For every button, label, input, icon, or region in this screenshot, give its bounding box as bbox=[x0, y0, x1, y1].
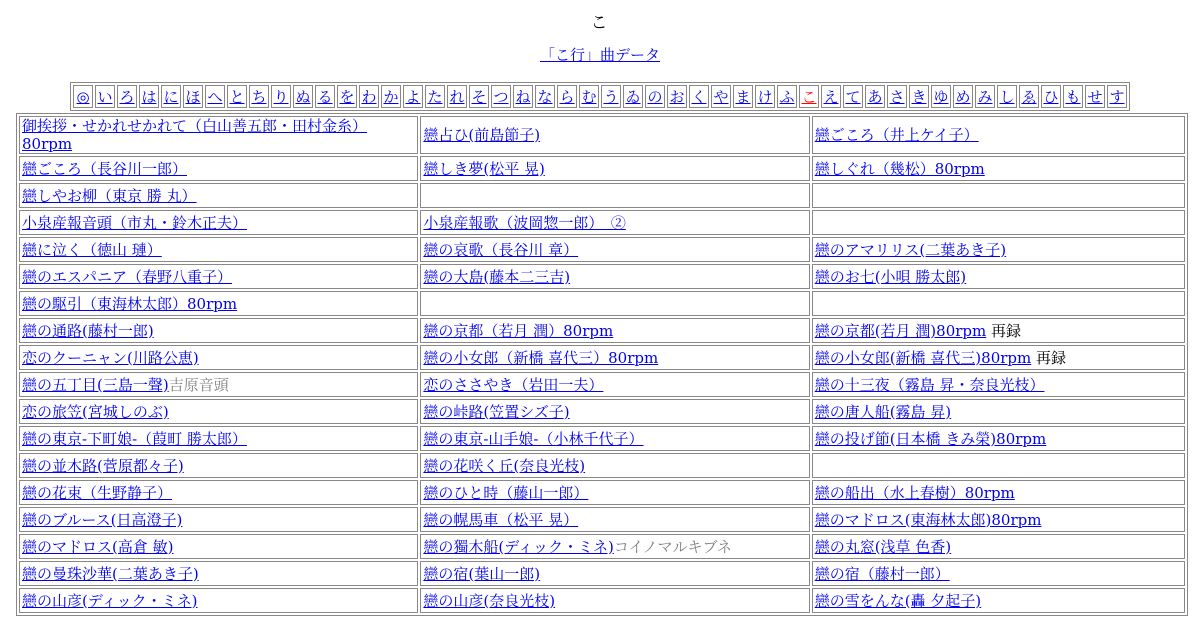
kana-link[interactable]: こ bbox=[801, 87, 817, 106]
kana-link[interactable]: し bbox=[999, 87, 1015, 106]
kana-link[interactable]: む bbox=[581, 87, 597, 106]
song-cell bbox=[812, 116, 1185, 154]
song-link[interactable]: 戀のお七(小唄 勝太郎) bbox=[814, 267, 967, 286]
song-link[interactable]: 戀の唐人船(霧島 昇) bbox=[814, 402, 952, 421]
kana-cell bbox=[227, 85, 247, 108]
song-cell bbox=[19, 156, 418, 181]
song-cell bbox=[420, 534, 809, 559]
table-row bbox=[19, 588, 1185, 613]
kana-home-link[interactable]: ◎ bbox=[76, 87, 90, 106]
table-row bbox=[19, 264, 1185, 289]
table-row bbox=[19, 318, 1185, 343]
song-cell bbox=[812, 399, 1185, 424]
kana-link[interactable]: め bbox=[955, 87, 971, 106]
kana-link[interactable]: ゑ bbox=[1021, 87, 1037, 106]
kana-index-nav bbox=[70, 82, 1130, 111]
kana-cell bbox=[1041, 85, 1061, 108]
song-link[interactable]: 戀しぐれ（幾松）80rpm bbox=[814, 159, 985, 178]
kana-link[interactable]: ぬ bbox=[295, 87, 311, 106]
kana-cell bbox=[975, 85, 995, 108]
kana-cell bbox=[887, 85, 907, 108]
kana-link[interactable]: ま bbox=[735, 87, 751, 106]
song-link[interactable]: 戀の曼珠沙華(二葉あき子) bbox=[22, 564, 199, 583]
table-row bbox=[19, 345, 1185, 370]
table-row bbox=[19, 183, 1185, 208]
song-link[interactable]: 戀ごころ（長谷川一郎） bbox=[22, 159, 188, 178]
kana-index-table bbox=[70, 82, 1130, 111]
song-cell bbox=[812, 453, 1185, 478]
kana-cell bbox=[161, 85, 181, 108]
song-link[interactable]: 戀のひと時（藤山一郎） bbox=[423, 483, 589, 502]
kana-link[interactable]: よ bbox=[405, 87, 421, 106]
page-title: こ bbox=[590, 13, 608, 33]
kana-link[interactable]: お bbox=[669, 87, 685, 106]
kana-cell bbox=[909, 85, 929, 108]
song-link[interactable]: 戀の宿（藤村一郎） bbox=[814, 564, 950, 583]
song-cell bbox=[19, 399, 418, 424]
song-link[interactable]: 恋の旅笠(宮城しのぶ) bbox=[22, 402, 169, 421]
song-link[interactable]: 戀のブルース(日高澄子) bbox=[22, 510, 183, 529]
song-link[interactable]: 戀の山彦(奈良光枝) bbox=[423, 591, 556, 610]
song-cell bbox=[420, 156, 809, 181]
kana-link[interactable]: ら bbox=[559, 87, 575, 106]
song-cell bbox=[420, 372, 809, 397]
song-cell bbox=[812, 237, 1185, 262]
song-link[interactable]: 恋のささやき（岩田一夫） bbox=[423, 375, 604, 394]
song-link[interactable]: 小泉産報歌（波岡惣一郎） ② bbox=[423, 213, 626, 232]
song-cell bbox=[19, 291, 418, 316]
song-cell bbox=[19, 210, 418, 235]
kana-cell bbox=[271, 85, 291, 108]
kana-cell bbox=[711, 85, 731, 108]
song-cell bbox=[420, 507, 809, 532]
kana-link[interactable]: ひ bbox=[1043, 87, 1059, 106]
kana-link[interactable]: か bbox=[383, 87, 399, 106]
song-link[interactable]: 戀の東京-下町娘-（葭町 勝太郎） bbox=[22, 429, 247, 448]
table-row bbox=[19, 116, 1185, 154]
table-row bbox=[19, 480, 1185, 505]
song-link[interactable]: 戀の小女郎(新橋 喜代三)80rpm bbox=[814, 348, 1032, 367]
song-link[interactable]: 戀のマドロス(東海林太郎)80rpm bbox=[814, 510, 1042, 529]
table-row bbox=[19, 237, 1185, 262]
song-cell bbox=[420, 237, 809, 262]
song-cell bbox=[812, 480, 1185, 505]
kana-cell bbox=[865, 85, 885, 108]
song-link[interactable]: 戀の獨木船(ディック・ミネ) bbox=[423, 537, 614, 556]
kana-link[interactable]: そ bbox=[471, 87, 487, 106]
kana-cell bbox=[1107, 85, 1127, 108]
song-cell bbox=[19, 507, 418, 532]
table-row bbox=[19, 426, 1185, 451]
song-cell bbox=[812, 318, 1185, 343]
kana-cell bbox=[667, 85, 687, 108]
table-row bbox=[19, 210, 1185, 235]
kana-cell bbox=[491, 85, 511, 108]
song-cell bbox=[812, 507, 1185, 532]
song-cell bbox=[420, 399, 809, 424]
kana-cell bbox=[557, 85, 577, 108]
song-link[interactable]: 戀の花咲く丘(奈良光枝) bbox=[423, 456, 586, 475]
kana-link[interactable]: つ bbox=[493, 87, 509, 106]
song-link[interactable]: 戀の大島(藤本二三吉) bbox=[423, 267, 571, 286]
kana-cell bbox=[821, 85, 841, 108]
kana-cell bbox=[1063, 85, 1083, 108]
kana-link[interactable]: な bbox=[537, 87, 553, 106]
kana-cell bbox=[689, 85, 709, 108]
kana-link[interactable]: ち bbox=[251, 87, 267, 106]
song-cell bbox=[420, 183, 809, 208]
kana-cell bbox=[645, 85, 665, 108]
song-link[interactable]: 御挨拶・せかれせかれて（白山善五郎・田村金糸）80rpm bbox=[22, 117, 368, 153]
song-cell bbox=[19, 426, 418, 451]
table-row bbox=[19, 453, 1185, 478]
song-link[interactable]: 戀の小女郎（新橋 喜代三）80rpm bbox=[423, 348, 659, 367]
kana-cell bbox=[315, 85, 335, 108]
song-link[interactable]: 戀のアマリリス(二葉あき子) bbox=[814, 240, 1007, 259]
song-cell bbox=[420, 264, 809, 289]
song-cell bbox=[420, 480, 809, 505]
song-table-body bbox=[19, 116, 1185, 613]
kana-link[interactable]: い bbox=[97, 87, 113, 106]
kana-link[interactable]: る bbox=[317, 87, 333, 106]
kana-cell bbox=[249, 85, 269, 108]
kana-link[interactable]: に bbox=[163, 87, 179, 106]
kana-link[interactable]: う bbox=[603, 87, 619, 106]
song-cell bbox=[19, 183, 418, 208]
song-cell bbox=[420, 116, 809, 154]
kana-cell bbox=[601, 85, 621, 108]
song-link[interactable]: 戀の京都（若月 潤）80rpm bbox=[423, 321, 614, 340]
table-row bbox=[19, 372, 1185, 397]
song-cell bbox=[19, 372, 418, 397]
song-cell bbox=[420, 291, 809, 316]
song-cell bbox=[420, 453, 809, 478]
kana-link[interactable]: は bbox=[141, 87, 157, 106]
kana-link[interactable]: れ bbox=[449, 87, 465, 106]
song-cell bbox=[812, 183, 1185, 208]
kana-link[interactable]: た bbox=[427, 87, 443, 106]
song-link[interactable]: 戀のマドロス(高倉 敏) bbox=[22, 537, 174, 556]
kana-link[interactable]: へ bbox=[207, 87, 223, 106]
song-link[interactable]: 戀占ひ(前島節子) bbox=[423, 126, 541, 144]
song-link[interactable]: 戀の十三夜（霧島 昇・奈良光枝） bbox=[814, 375, 1045, 394]
rerecord-note: 再録 bbox=[986, 321, 1022, 340]
table-row bbox=[19, 507, 1185, 532]
kana-link[interactable]: も bbox=[1065, 87, 1081, 106]
song-cell bbox=[420, 210, 809, 235]
kana-cell bbox=[117, 85, 137, 108]
song-cell bbox=[420, 588, 809, 613]
kana-cell bbox=[73, 85, 93, 108]
kana-link[interactable]: ゆ bbox=[933, 87, 949, 106]
song-cell bbox=[420, 318, 809, 343]
kana-cell bbox=[337, 85, 357, 108]
song-link[interactable]: 戀の山彦(ディック・ミネ) bbox=[22, 591, 198, 610]
kana-link[interactable]: り bbox=[273, 87, 289, 106]
kana-cell bbox=[843, 85, 863, 108]
kana-link[interactable]: す bbox=[1109, 87, 1125, 106]
song-link[interactable]: 戀ごころ（井上ケイ子） bbox=[814, 126, 979, 144]
kana-link[interactable]: と bbox=[229, 87, 245, 106]
table-row bbox=[19, 561, 1185, 586]
subtitle-link[interactable]: 「こ行」曲データ bbox=[539, 46, 660, 64]
song-cell bbox=[812, 345, 1185, 370]
song-cell bbox=[19, 116, 418, 154]
song-cell bbox=[19, 561, 418, 586]
song-link[interactable]: 戀しき夢(松平 晃) bbox=[423, 159, 545, 178]
song-table bbox=[16, 113, 1188, 616]
kana-link[interactable]: ろ bbox=[119, 87, 135, 106]
kana-cell bbox=[1085, 85, 1105, 108]
kana-link[interactable]: く bbox=[691, 87, 707, 106]
song-cell bbox=[812, 426, 1185, 451]
song-cell bbox=[420, 561, 809, 586]
kana-cell bbox=[755, 85, 775, 108]
song-cell bbox=[19, 345, 418, 370]
song-link[interactable]: 戀の幌馬車（松平 晃） bbox=[423, 510, 579, 529]
song-link[interactable]: 戀の京都(若月 潤)80rpm bbox=[814, 321, 987, 340]
table-row bbox=[19, 156, 1185, 181]
kana-cell bbox=[293, 85, 313, 108]
kana-cell bbox=[139, 85, 159, 108]
song-cell bbox=[19, 318, 418, 343]
song-cell bbox=[812, 534, 1185, 559]
kana-link[interactable]: ゐ bbox=[625, 87, 641, 106]
table-row bbox=[19, 291, 1185, 316]
kana-cell bbox=[447, 85, 467, 108]
song-list bbox=[16, 113, 1188, 616]
kana-cell bbox=[623, 85, 643, 108]
song-link[interactable]: 戀の船出（水上春樹）80rpm bbox=[814, 483, 1015, 502]
song-cell bbox=[19, 588, 418, 613]
kana-link[interactable]: さ bbox=[889, 87, 905, 106]
song-link[interactable]: 戀の雪をんな(轟 夕起子) bbox=[814, 591, 982, 610]
table-row bbox=[19, 534, 1185, 559]
kana-cell bbox=[469, 85, 489, 108]
song-link[interactable]: 戀の花束（生野静子） bbox=[22, 483, 173, 502]
song-link[interactable]: 戀の丸窓(浅草 色香) bbox=[814, 537, 952, 556]
kana-cell bbox=[205, 85, 225, 108]
kana-cell bbox=[425, 85, 445, 108]
kana-cell bbox=[403, 85, 423, 108]
song-link[interactable]: 戀の峠路(笠置シズ子) bbox=[423, 402, 570, 421]
song-link[interactable]: 戀の駆引（東海林太郎）80rpm bbox=[22, 294, 238, 313]
song-link[interactable]: 戀しやお柳（東京 勝 丸） bbox=[22, 186, 197, 205]
song-cell bbox=[812, 156, 1185, 181]
kana-cell bbox=[579, 85, 599, 108]
table-row bbox=[19, 399, 1185, 424]
kana-link[interactable]: え bbox=[823, 87, 839, 106]
song-cell bbox=[19, 264, 418, 289]
kana-link[interactable]: て bbox=[845, 87, 861, 106]
song-link[interactable]: 戀の通路(藤村一郎) bbox=[22, 321, 154, 340]
song-cell bbox=[812, 588, 1185, 613]
kana-cell bbox=[799, 85, 819, 108]
subtitle bbox=[0, 30, 1200, 68]
song-link[interactable]: 小泉産報音頭（市丸・鈴木正夫） bbox=[22, 213, 248, 232]
song-reading: コイノマルキブネ bbox=[613, 537, 732, 556]
song-link[interactable]: 戀の宿(葉山一郎) bbox=[423, 564, 541, 583]
song-link[interactable]: 戀の投げ節(日本橋 きみ榮)80rpm bbox=[814, 429, 1047, 448]
song-link[interactable]: 戀の並木路(菅原都々子) bbox=[22, 456, 184, 475]
song-link[interactable]: 戀に泣く（徳山 璉） bbox=[22, 240, 162, 259]
kana-link[interactable]: を bbox=[339, 87, 355, 106]
rerecord-note: 再録 bbox=[1031, 348, 1067, 367]
kana-link[interactable]: せ bbox=[1087, 87, 1103, 106]
kana-link[interactable]: わ bbox=[361, 87, 377, 106]
kana-cell bbox=[931, 85, 951, 108]
song-cell bbox=[420, 345, 809, 370]
kana-cell bbox=[953, 85, 973, 108]
kana-cell bbox=[183, 85, 203, 108]
song-link[interactable]: 戀の五丁目(三島一聲) bbox=[22, 375, 169, 394]
kana-link[interactable]: ほ bbox=[185, 87, 201, 106]
kana-cell bbox=[381, 85, 401, 108]
kana-cell bbox=[535, 85, 555, 108]
song-cell bbox=[812, 561, 1185, 586]
kana-link[interactable]: ね bbox=[515, 87, 531, 106]
song-cell bbox=[812, 264, 1185, 289]
kana-cell bbox=[95, 85, 115, 108]
song-cell bbox=[19, 480, 418, 505]
song-cell bbox=[420, 426, 809, 451]
song-cell bbox=[19, 534, 418, 559]
kana-link[interactable]: あ bbox=[867, 87, 883, 106]
song-link[interactable]: 戀の東京-山手娘-（小林千代子） bbox=[423, 429, 644, 448]
kana-cell bbox=[997, 85, 1017, 108]
kana-link[interactable]: け bbox=[757, 87, 773, 106]
kana-cell bbox=[1019, 85, 1039, 108]
kana-link[interactable]: や bbox=[713, 87, 729, 106]
kana-link[interactable]: き bbox=[911, 87, 927, 106]
kana-index-row bbox=[73, 85, 1127, 108]
song-cell bbox=[812, 291, 1185, 316]
song-link[interactable]: 戀のエスパニア（春野八重子） bbox=[22, 267, 233, 286]
kana-cell bbox=[513, 85, 533, 108]
kana-link[interactable]: ふ bbox=[779, 87, 795, 106]
kana-link[interactable]: の bbox=[647, 87, 663, 106]
kana-link[interactable]: み bbox=[977, 87, 993, 106]
song-cell bbox=[19, 453, 418, 478]
song-link[interactable]: 戀の哀歌（長谷川 章） bbox=[423, 240, 579, 259]
song-cell bbox=[19, 237, 418, 262]
kana-cell bbox=[359, 85, 379, 108]
kana-cell bbox=[777, 85, 797, 108]
song-link[interactable]: 恋のクーニャン(川路公恵) bbox=[22, 348, 199, 367]
kana-cell bbox=[733, 85, 753, 108]
song-cell bbox=[812, 372, 1185, 397]
song-cell bbox=[812, 210, 1185, 235]
song-reading: 吉原音頭 bbox=[168, 375, 229, 394]
